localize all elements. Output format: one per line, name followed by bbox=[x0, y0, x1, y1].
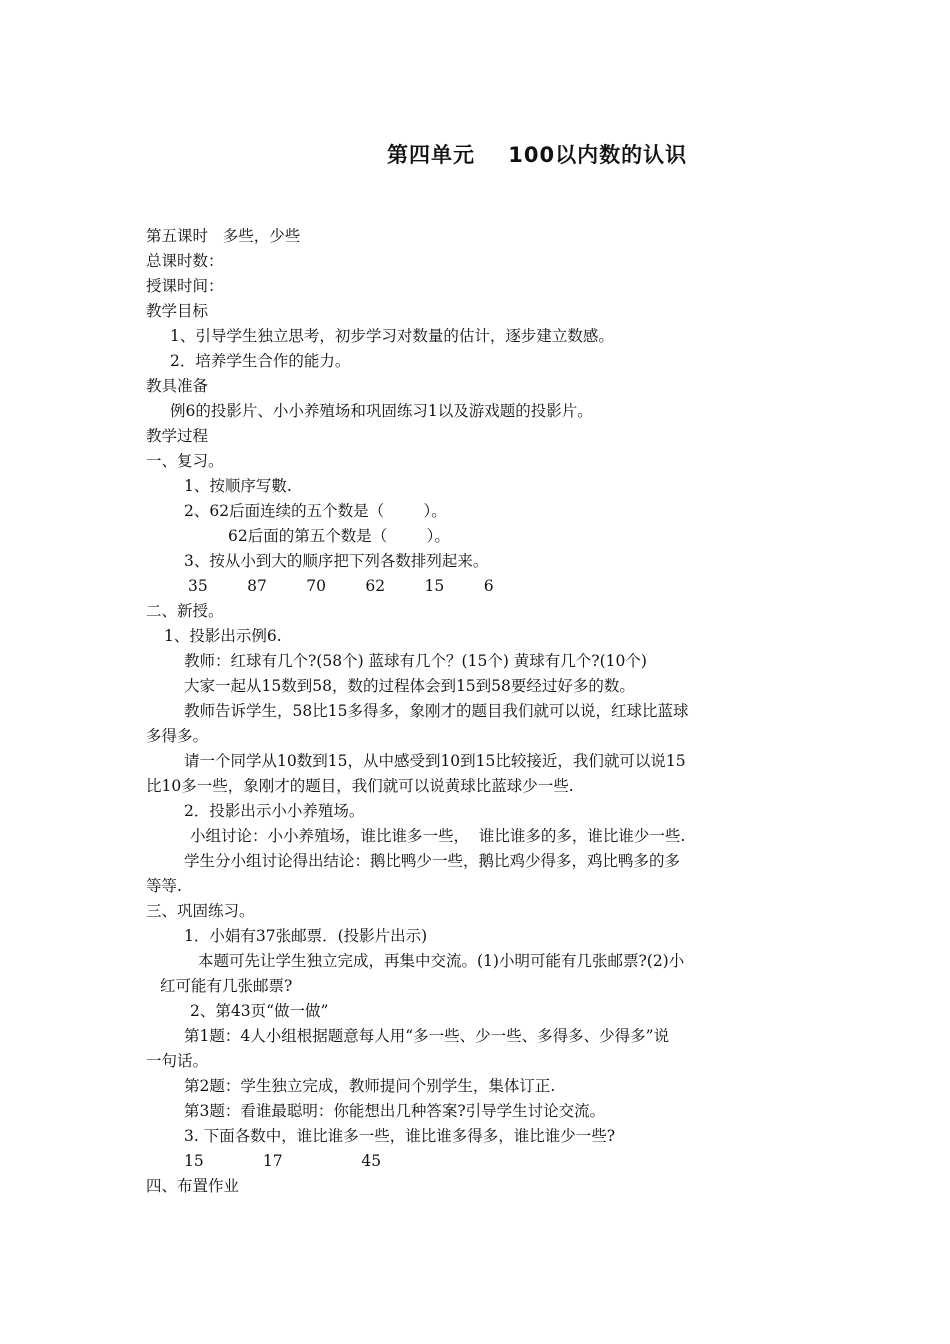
text-line: 第3题：看谁最聪明：你能想出几种答案?引导学生讨论交流。 bbox=[184, 1102, 606, 1120]
text-line: 教学目标 bbox=[146, 302, 209, 320]
text-line: 学生分小组讨论得出结论：鹅比鸭少一些，鹅比鸡少得多，鸡比鸭多的多 bbox=[184, 852, 681, 870]
text-line: 1、投影出示例6. bbox=[164, 627, 282, 645]
text-line: 62后面的第五个数是（ ）。 bbox=[228, 527, 450, 545]
document-title: 第四单元 100以内数的认识 bbox=[387, 143, 688, 167]
text-line: 2．投影出示小小养殖场。 bbox=[184, 802, 365, 820]
text-line: 例6的投影片、小小养殖场和巩固练习1以及游戏题的投影片。 bbox=[170, 402, 593, 420]
text-line: 一句话。 bbox=[146, 1052, 209, 1070]
text-line: 四、布置作业 bbox=[146, 1177, 240, 1195]
text-line: 3. 下面各数中，谁比谁多一些，谁比谁多得多，谁比谁少一些? bbox=[184, 1127, 616, 1145]
text-line: 1、按顺序写數. bbox=[184, 477, 292, 495]
text-line: 2、第43页“做一做” bbox=[190, 1002, 329, 1020]
text-line: 1、引导学生独立思考，初步学习对数量的估计，逐步建立数感。 bbox=[170, 327, 614, 345]
text-line: 2、62后面连续的五个数是（ ）。 bbox=[184, 502, 447, 520]
text-line: 授课时间： bbox=[146, 277, 224, 295]
text-line: 等等. bbox=[146, 877, 182, 895]
text-line: 二、新授。 bbox=[146, 602, 224, 620]
text-line: 35 87 70 62 15 6 bbox=[188, 577, 494, 595]
text-line: 3、按从小到大的顺序把下列各数排列起来。 bbox=[184, 552, 489, 570]
text-line: 1．小娟有37张邮票．(投影片出示) bbox=[184, 927, 428, 945]
text-line: 一、复习。 bbox=[146, 452, 224, 470]
text-line: 第1题：4人小组根据题意每人用“多一些、少一些、多得多、少得多”说 bbox=[184, 1027, 670, 1045]
text-line: 比10多一些，象刚才的题目，我们就可以说黄球比蓝球少一些. bbox=[146, 777, 574, 795]
text-line: 请一个同学从10数到15，从中感受到10到15比较接近，我们就可以说15 bbox=[184, 752, 686, 770]
text-line: 多得多。 bbox=[146, 727, 209, 745]
text-line: 第2题：学生独立完成，教师提问个别学生，集体订正. bbox=[184, 1077, 556, 1095]
text-line: 总课时数： bbox=[146, 252, 224, 270]
text-line: 本题可先让学生独立完成，再集中交流。(1)小明可能有几张邮票?(2)小 bbox=[198, 952, 685, 970]
text-line: 三、巩固练习。 bbox=[146, 902, 255, 920]
text-line: 第五课时 多些，少些 bbox=[146, 227, 301, 245]
text-line: 2．培养学生合作的能力。 bbox=[170, 352, 351, 370]
text-line: 红可能有几张邮票? bbox=[160, 977, 293, 995]
text-line: 小组讨论：小小养殖场，谁比谁多一些， 谁比谁多的多，谁比谁少一些. bbox=[190, 827, 686, 845]
text-line: 教师：红球有几个?(58个) 蓝球有几个？(15个) 黄球有几个?(10个) bbox=[184, 652, 647, 670]
text-line: 教师告诉学生，58比15多得多，象刚才的题目我们就可以说，红球比蓝球 bbox=[184, 702, 689, 720]
text-line: 教具准备 bbox=[146, 377, 209, 395]
text-line: 15 17 45 bbox=[184, 1152, 382, 1170]
text-line: 教学过程 bbox=[146, 427, 209, 445]
text-line: 大家一起从15数到58，数的过程体会到15到58要经过好多的数。 bbox=[184, 677, 635, 695]
